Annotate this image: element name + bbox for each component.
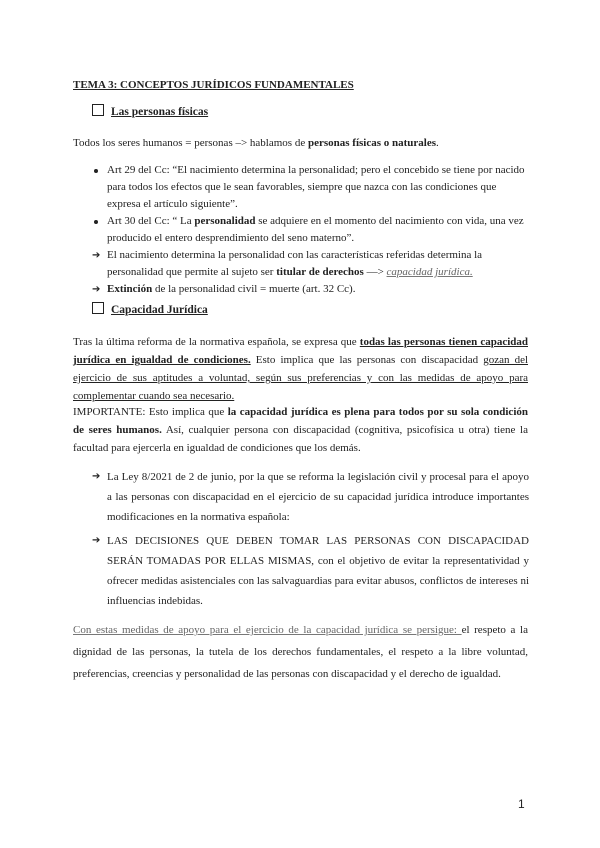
personas-list xyxy=(92,162,529,298)
underlined-text: gozan del ejercicio de sus aptitudes a voluntad, según sus preferencias y con las medidas de apoyo para complementar cuando sea necesario. xyxy=(73,354,529,402)
text-run: Art 30 del Cc: “ La xyxy=(107,215,195,227)
text-run: El nacimiento determina la personalidad con las características referidas determina la personalidad que permite al sujeto ser xyxy=(107,249,483,278)
text-run: —> xyxy=(363,266,387,278)
arrow-right-icon: ➔ xyxy=(92,471,101,482)
text-run: IMPORTANTE: Esto implica que xyxy=(73,406,228,418)
list-item-text: LAS DECISIONES QUE DEBEN TOMAR LAS PERSONAS CON DISCAPACIDAD SERÁN TOMADAS POR ELLAS MISMAS, con el objetivo de evitar la representatividad y ofrecer medidas asistenciales con las salvaguardias para evitar abusos, conflictos de intereses ni influencias indebidas. xyxy=(107,535,529,607)
ley-list xyxy=(92,467,529,615)
arrow-right-icon: ➔ xyxy=(92,250,101,261)
section-heading-personas-fisicas xyxy=(92,104,208,118)
arrow-right-icon: ➔ xyxy=(92,535,101,546)
checkbox-icon xyxy=(92,104,104,116)
checkbox-icon xyxy=(92,302,104,314)
list-item xyxy=(92,531,529,611)
text-run: de la personalidad civil = muerte (art. 32 Cc). xyxy=(152,283,356,295)
page-title: TEMA 3: CONCEPTOS JURÍDICOS FUNDAMENTALES xyxy=(73,79,354,91)
bold-underlined-text: todas las personas tienen capacidad jurídica en igualdad de condiciones. xyxy=(73,336,528,366)
list-item xyxy=(92,247,529,281)
text-run: el respeto a la dignidad de las personas, la tutela de los derechos fundamentales, el respeto a la libre voluntad, preferencias, creencias y personalidad de las personas con discapacidad y el derecho de igualdad. xyxy=(73,624,528,680)
text-run: Esto implica que las personas con discapacidad xyxy=(250,354,484,366)
capacidad-juridica-link-text: capacidad jurídica. xyxy=(386,266,473,278)
bold-text: Extinción xyxy=(107,283,153,295)
capacidad-paragraph-3 xyxy=(73,619,528,685)
bold-text: personas físicas o naturales xyxy=(307,137,436,149)
bold-text: la capacidad jurídica es plena para todos por su sola condición de seres humanos. xyxy=(73,406,528,436)
section-heading-text: Capacidad Jurídica xyxy=(111,304,208,316)
list-item xyxy=(92,467,529,527)
bullet-icon xyxy=(94,169,98,173)
text-run: . xyxy=(436,137,439,149)
text-run: Así, cualquier persona con discapacidad (cognitiva, psicofísica u otra) tiene la facultad para ejercerla en igualdad de condiciones que los demás. xyxy=(73,424,528,454)
section-heading-text: Las personas físicas xyxy=(111,106,209,118)
list-item xyxy=(92,281,529,298)
text-run: Todos los seres humanos = personas –> hablamos de xyxy=(73,137,308,149)
list-item xyxy=(92,162,529,213)
list-item xyxy=(92,213,529,247)
capacidad-paragraph-2 xyxy=(73,403,528,457)
page-number: 1 xyxy=(518,797,525,811)
list-item-text: Art 29 del Cc: “El nacimiento determina la personalidad; pero el concebido se tiene por nacido para todos los efectos que le sean favorables, siempre que nazca con las condiciones que expresa el artículo siguiente”. xyxy=(107,164,525,210)
bullet-icon xyxy=(94,220,98,224)
bold-text: personalidad xyxy=(194,215,256,227)
capacidad-paragraph-1 xyxy=(73,333,528,405)
section-heading-capacidad-juridica xyxy=(92,302,208,316)
bold-text: titular de derechos xyxy=(276,266,364,278)
text-run: se adquiere en el momento del nacimiento con vida, una vez producido el entero desprendimiento del seno materno”. xyxy=(107,215,524,244)
text-run: Tras la última reforma de la normativa española, se expresa que xyxy=(73,336,360,348)
list-item-text: La Ley 8/2021 de 2 de junio, por la que se reforma la legislación civil y procesal para el apoyo a las personas con discapacidad en el ejercicio de su capacidad jurídica introduce importantes modificaciones en la normativa española: xyxy=(107,471,529,523)
underlined-text: Con estas medidas de apoyo para el ejercicio de la capacidad jurídica se persigue: xyxy=(73,624,462,636)
intro-paragraph xyxy=(73,134,528,152)
arrow-right-icon: ➔ xyxy=(92,284,101,295)
